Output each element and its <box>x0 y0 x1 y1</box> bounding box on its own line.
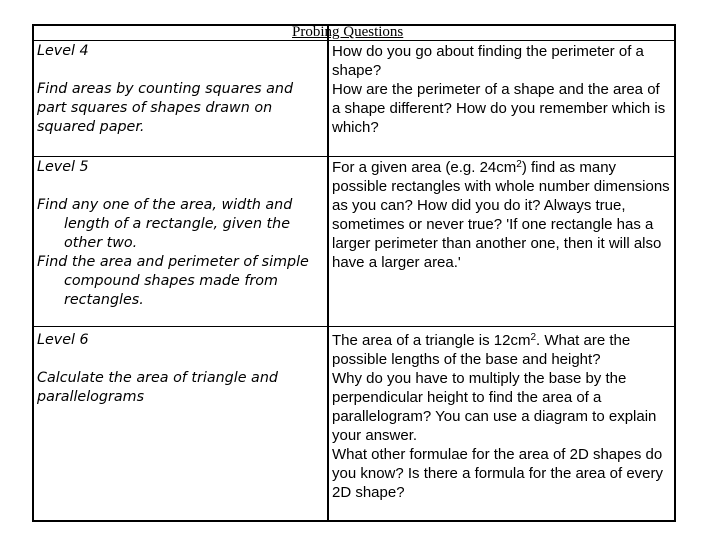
row-divider <box>32 156 676 157</box>
question: How are the perimeter of a shape and the area of a shape different? How do you remember which is which? <box>332 81 666 136</box>
level-6-objective-cell <box>37 331 327 407</box>
question: The area of a triangle is $12cm^2$. What are the possible lengths of the base and height? <box>332 332 631 368</box>
question: For a given area (e.g. $24cm^2$) find as many possible rectangles with whole number dimensions as you can? How did you do it? Always true, sometimes or never true? 'If one rectangle has a larger perimeter than another one, then it will also have a larger area.' <box>332 159 670 271</box>
objective-line: part squares of shapes drawn on <box>37 100 273 116</box>
objective: Find any one of the area, width and length of a rectangle, given the other two. <box>37 197 293 251</box>
objective-line: squared paper. <box>37 119 145 135</box>
page-title: Probing Questions <box>292 24 404 40</box>
row-divider <box>32 326 676 327</box>
objective-line: Find areas by counting squares and <box>37 81 294 97</box>
question: What other formulae for the area of 2D shapes do you know? Is there a formula for the area of every 2D shape? <box>332 446 664 501</box>
objective: Find the area and perimeter of simple compound shapes made from rectangles. <box>37 254 309 308</box>
question: How do you go about finding the perimeter of a shape? <box>332 43 644 79</box>
objective: Calculate the area of triangle and parallelograms <box>37 370 278 405</box>
column-divider <box>327 24 329 522</box>
level-5-objective-cell <box>37 158 327 310</box>
level-4-questions-cell <box>332 42 672 137</box>
question: Why do you have to multiply the base by the perpendicular height to find the area of a parallelogram? You can use a diagram to explain your answer. <box>332 370 657 444</box>
level-label: Level 5 <box>37 159 89 175</box>
level-6-questions-cell <box>332 331 672 502</box>
level-label: Level 6 <box>37 332 89 348</box>
level-5-questions-cell <box>332 158 672 272</box>
level-label: Level 4 <box>37 43 89 59</box>
level-4-objective-cell <box>37 42 327 137</box>
